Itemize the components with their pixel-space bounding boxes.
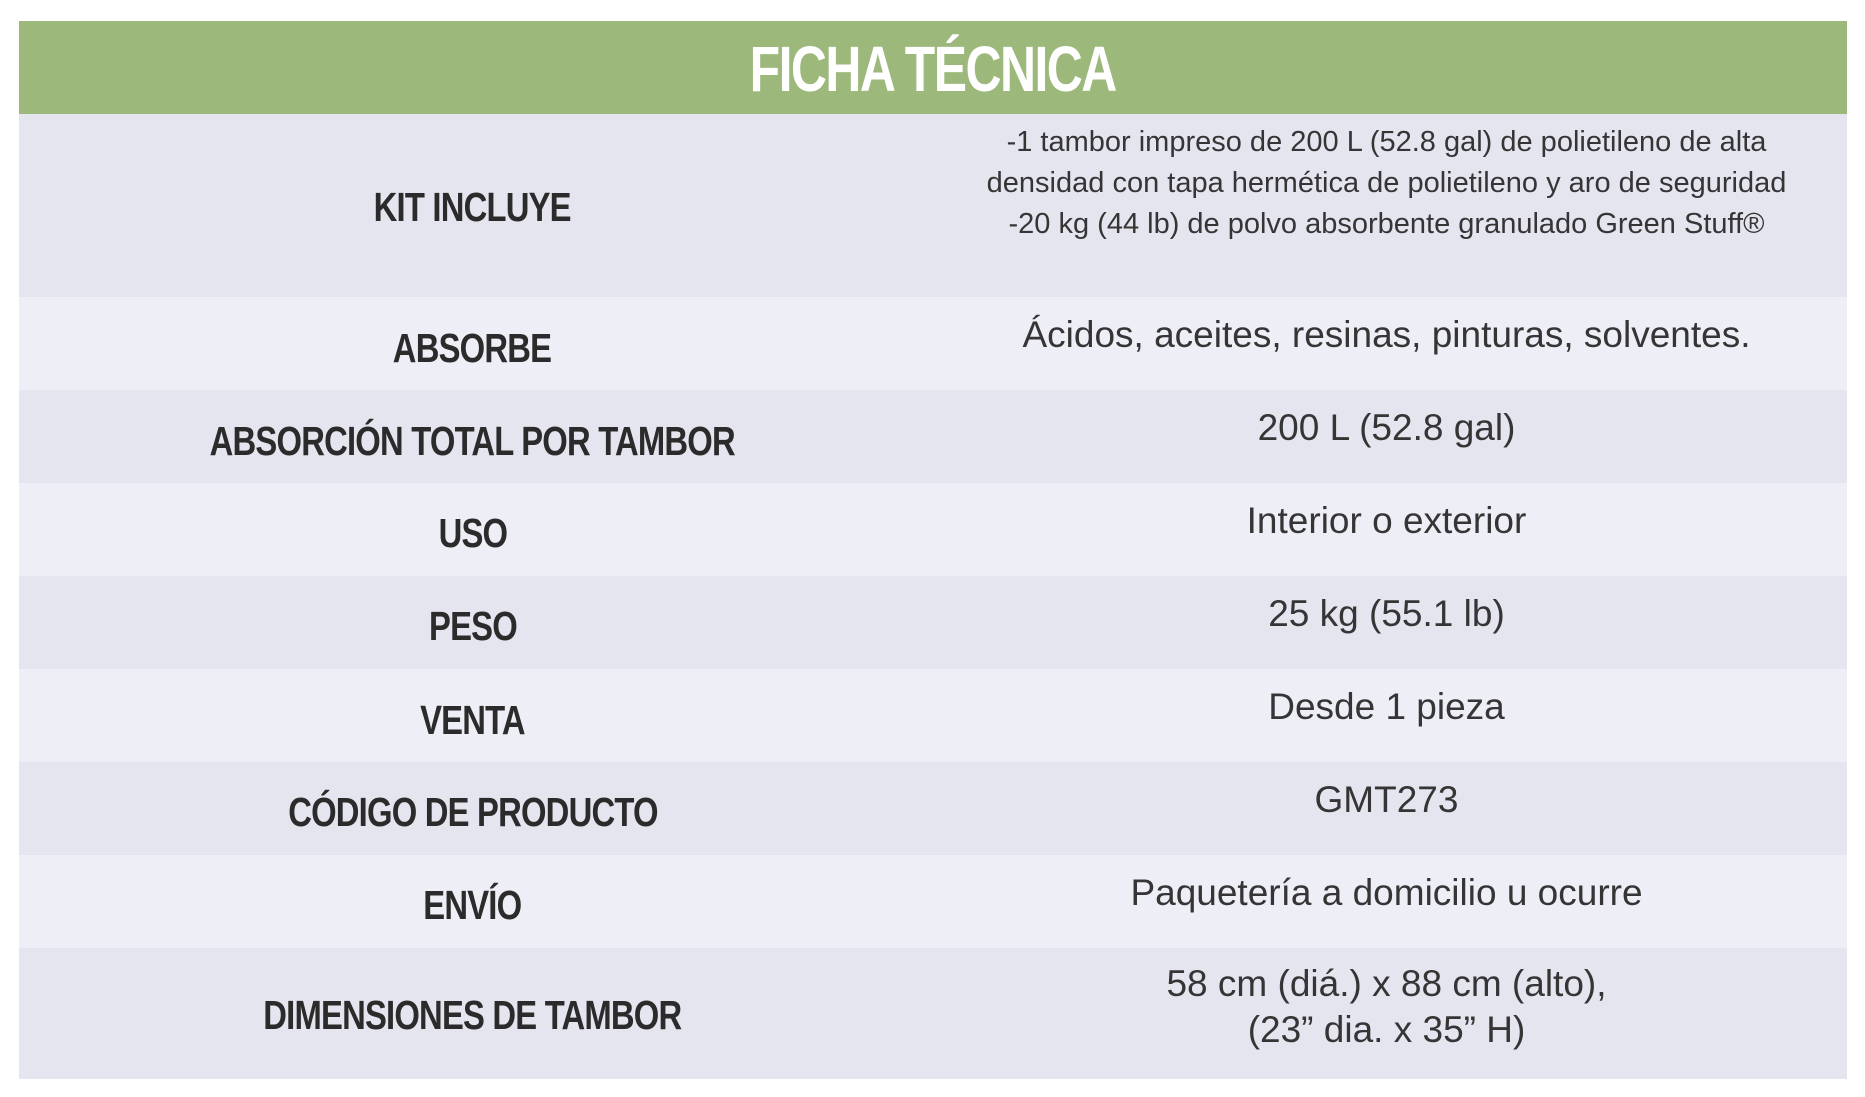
spec-row-peso	[19, 576, 1847, 669]
spec-row-absorcion	[19, 390, 1847, 483]
spec-row-venta	[19, 669, 1847, 762]
spec-value-line: 25 kg (55.1 lb)	[1268, 592, 1505, 634]
page-title: FICHA TÉCNICA	[749, 32, 1117, 105]
spec-label: PESO	[428, 603, 517, 649]
spec-value-line: Paquetería a domicilio u ocurre	[1130, 871, 1643, 913]
spec-value	[926, 498, 1847, 544]
spec-value	[926, 591, 1847, 637]
spec-value	[926, 122, 1847, 245]
spec-label: ENVÍO	[423, 882, 522, 928]
spec-value-line: 58 cm (diá.) x 88 cm (alto),	[1166, 962, 1607, 1004]
spec-value	[926, 684, 1847, 730]
spec-label: CÓDIGO DE PRODUCTO	[287, 789, 658, 835]
spec-value	[926, 961, 1847, 1053]
spec-row-dimensiones	[19, 948, 1847, 1079]
spec-row-codigo	[19, 762, 1847, 855]
spec-value-line: 200 L (52.8 gal)	[1257, 406, 1516, 448]
spec-row-kit	[19, 114, 1847, 297]
spec-value-line: -20 kg (44 lb) de polvo absorbente granulado Green Stuff®	[1008, 207, 1765, 240]
spec-value-line: Ácidos, aceites, resinas, pinturas, solventes.	[1022, 313, 1751, 355]
spec-header	[19, 21, 1847, 114]
spec-value-line: densidad con tapa hermética de polietileno y aro de seguridad	[986, 166, 1787, 199]
spec-value	[926, 312, 1847, 358]
spec-value	[926, 870, 1847, 916]
spec-value-line: (23” dia. x 35” H)	[1247, 1008, 1526, 1050]
spec-row-uso	[19, 483, 1847, 576]
spec-label: DIMENSIONES DE TAMBOR	[263, 992, 682, 1038]
spec-label: ABSORCIÓN TOTAL POR TAMBOR	[209, 418, 736, 464]
spec-value-line: -1 tambor impreso de 200 L (52.8 gal) de polietileno de alta	[1006, 125, 1767, 158]
spec-label: USO	[438, 510, 507, 556]
spec-row-envio	[19, 855, 1847, 948]
spec-label: KIT INCLUYE	[373, 184, 572, 230]
spec-value-line: Desde 1 pieza	[1268, 685, 1505, 727]
spec-value-line: Interior o exterior	[1246, 499, 1527, 541]
spec-row-absorbe	[19, 297, 1847, 390]
spec-value-line: GMT273	[1314, 778, 1459, 820]
spec-label: VENTA	[420, 697, 525, 743]
spec-label: ABSORBE	[393, 325, 552, 371]
spec-value	[926, 405, 1847, 451]
spec-sheet	[19, 21, 1847, 1079]
spec-value	[926, 777, 1847, 823]
